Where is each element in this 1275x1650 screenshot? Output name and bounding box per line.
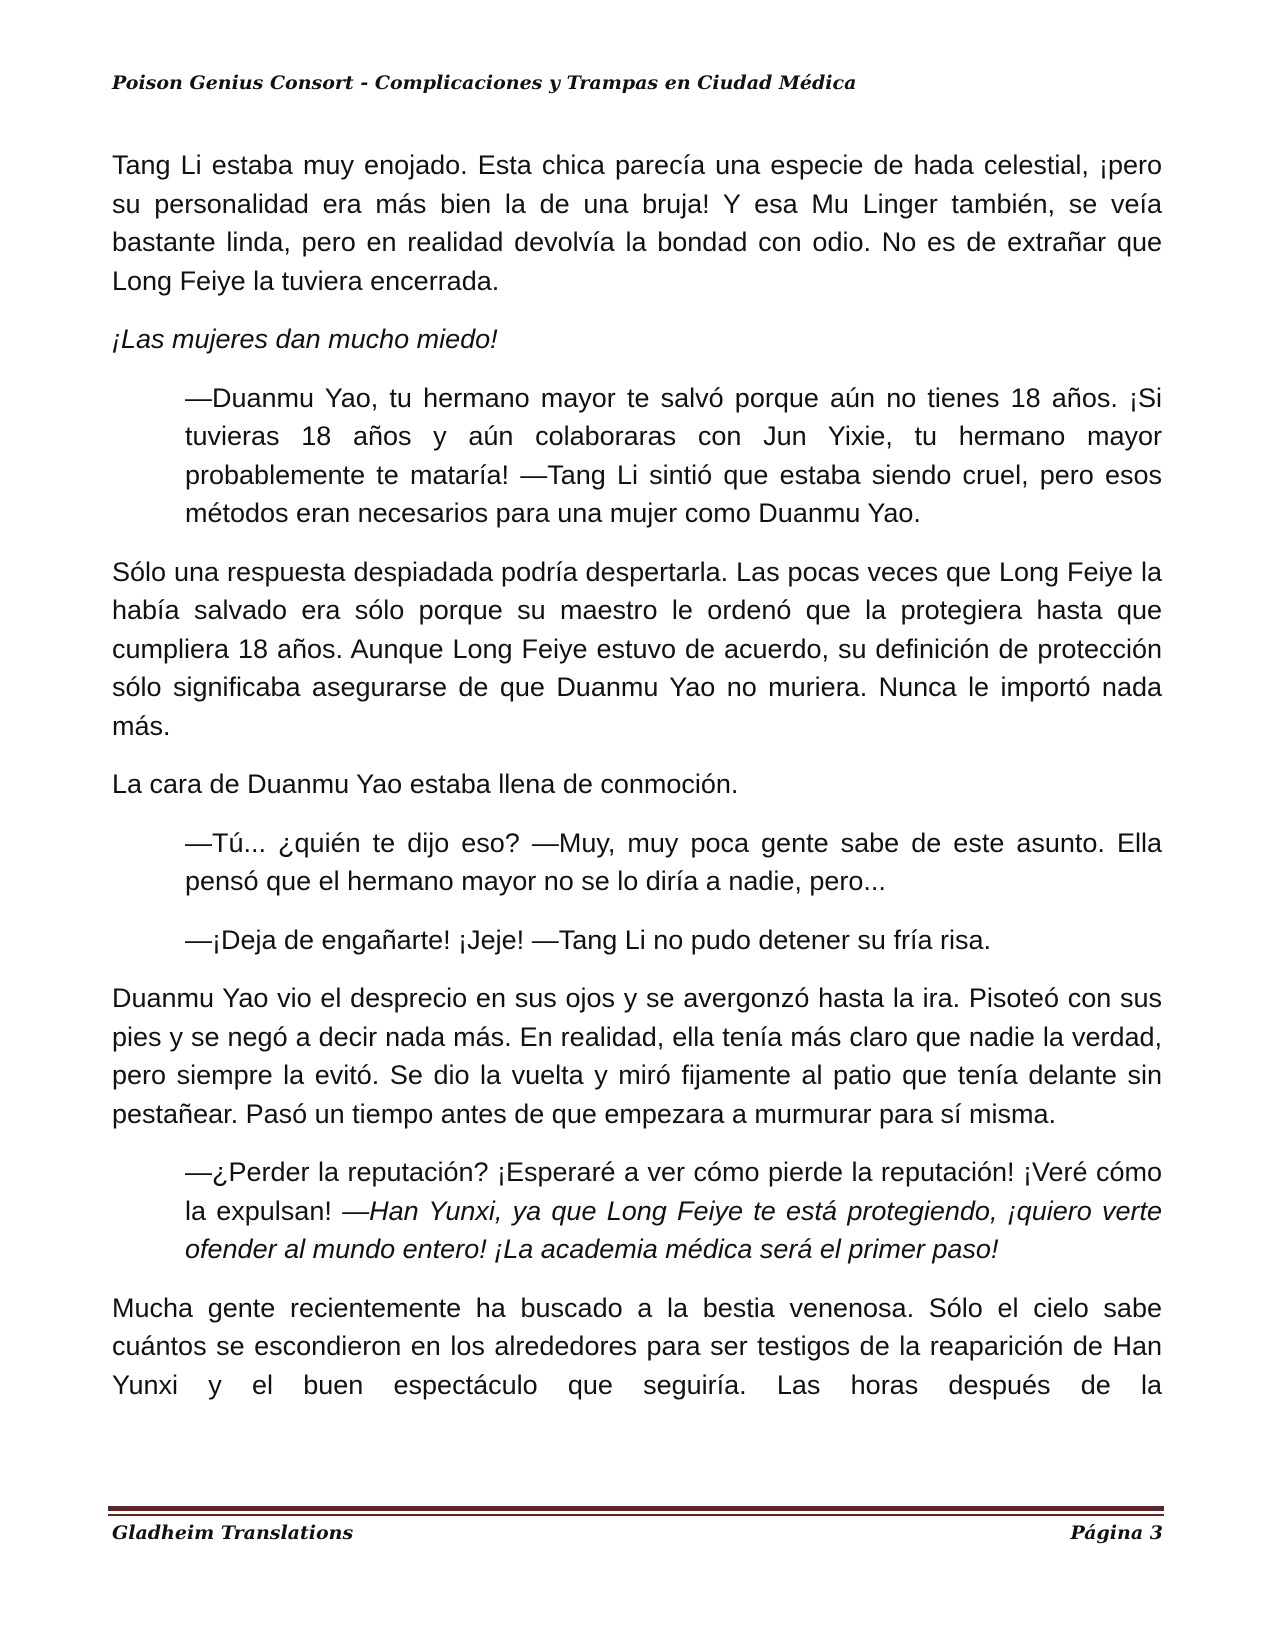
dialogue-italic-text: —Han Yunxi, ya que Long Feiye te está protegiendo, ¡quiero verte ofender al mundo entero! ¡La academia médica será el primer paso! [185,1195,1162,1264]
paragraph-italic: ¡Las mujeres dan mucho miedo! [112,324,498,354]
footer-credit: Gladheim Translations [112,1522,354,1544]
paragraph: La cara de Duanmu Yao estaba llena de conmoción. [112,769,739,799]
running-header: Poison Genius Consort - Complicaciones y Trampas en Ciudad Médica [112,72,857,94]
footer-rule-thick [108,1506,1164,1511]
paragraph: Duanmu Yao vio el desprecio en sus ojos y se avergonzó hasta la ira. Pisoteó con sus pies y se negó a decir nada más. En realidad, ella tenía más claro que nadie la verdad, pero siempre la evitó. Se dio la vuelta y miró fijamente al patio que tenía delante sin pestañear. Pasó un tiempo antes de que empezara a murmurar para sí misma. [112,983,1162,1129]
paragraph: Sólo una respuesta despiadada podría despertarla. Las pocas veces que Long Feiye la había salvado era sólo porque su maestro le ordenó que la protegiera hasta que cumpliera 18 años. Aunque Long Feiye estuvo de acuerdo, su definición de protección sólo significaba asegurarse de que Duanmu Yao no muriera. Nunca le importó nada más. [112,556,1162,741]
paragraph: Tang Li estaba muy enojado. Esta chica parecía una especie de hada celestial, ¡pero su personalidad era más bien la de una bruja! Y esa Mu Linger también, se veía bastante linda, pero en realidad devolvía la bondad con odio. No es de extrañar que Long Feiye la tuviera encerrada. [112,150,1162,296]
dialogue-paragraph: —Tú... ¿quién te dijo eso? —Muy, muy poca gente sabe de este asunto. Ella pensó que el hermano mayor no se lo diría a nadie, pero... [185,827,1162,896]
dialogue-paragraph: —¡Deja de engañarte! ¡Jeje! —Tang Li no pudo detener su fría risa. [185,924,991,955]
page-number: Página 3 [1070,1522,1163,1544]
dialogue-plain-text: —¿Perder la reputación? ¡Esperaré a ver cómo pierde la reputación! ¡Veré cómo la expulsan! [185,1157,1162,1226]
page-body [112,146,1162,1424]
dialogue-paragraph: —Duanmu Yao, tu hermano mayor te salvó porque aún no tienes 18 años. ¡Si tuvieras 18 años y aún colaboraras con Jun Yixie, tu hermano mayor probablemente te mataría! —Tang Li sintió que estaba siendo cruel, pero esos métodos eran necesarios para una mujer como Duanmu Yao. [185,382,1162,528]
paragraph: Mucha gente recientemente ha buscado a la bestia venenosa. Sólo el cielo sabe cuántos se escondieron en los alrededores para ser testigos de la reaparición de Han Yunxi y el buen espectáculo que seguiría. Las horas después de la [112,1292,1162,1400]
dialogue-paragraph [185,1153,1162,1269]
footer-rule-thin [108,1514,1164,1516]
